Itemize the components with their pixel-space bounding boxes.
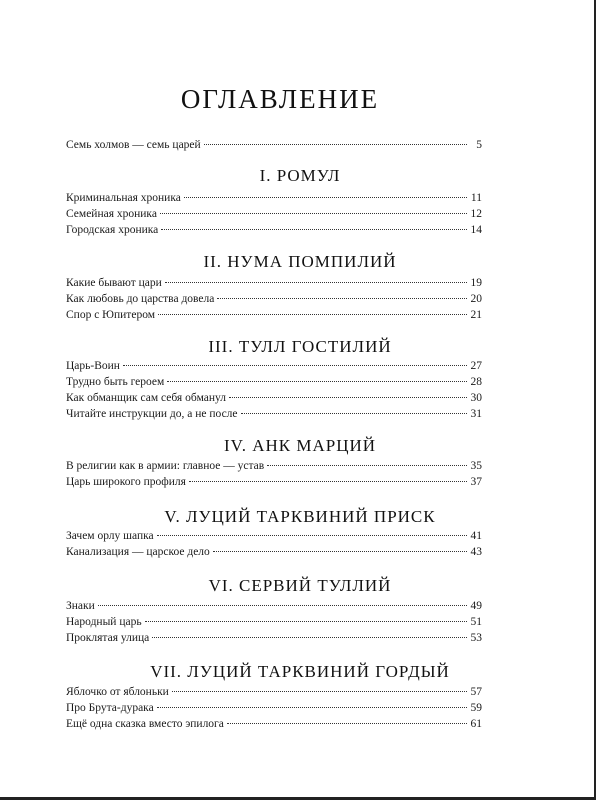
- toc-entry-label: Яблочко от яблоньки: [66, 686, 169, 698]
- toc-entry[interactable]: [66, 630, 482, 646]
- dot-leader: [98, 605, 467, 606]
- toc-entry-page: 49: [470, 600, 482, 612]
- toc-entry-label: Спор с Юпитером: [66, 309, 155, 321]
- dot-leader: [227, 723, 467, 724]
- toc-entry-page: 20: [470, 293, 482, 305]
- toc-entry[interactable]: [66, 700, 482, 716]
- toc-entry-page: 31: [470, 408, 482, 420]
- toc-entry-label: Царь широкого профиля: [66, 476, 186, 488]
- dot-leader: [157, 707, 467, 708]
- toc-entry-label: Криминальная хроника: [66, 192, 181, 204]
- toc-entry[interactable]: [66, 222, 482, 238]
- section-heading: II. НУМА ПОМПИЛИЙ: [203, 252, 397, 271]
- toc-section-5: [66, 528, 482, 560]
- toc-entry-label: Зачем орлу шапка: [66, 530, 154, 542]
- toc-entry-label: Читайте инструкции до, а не после: [66, 408, 238, 420]
- toc-entry[interactable]: [66, 137, 482, 153]
- toc-entry-page: 21: [470, 309, 482, 321]
- toc-entry[interactable]: [66, 390, 482, 406]
- toc-entry-label: Семейная хроника: [66, 208, 157, 220]
- toc-section-4: [66, 458, 482, 490]
- toc-intro: [66, 137, 482, 153]
- toc-entry[interactable]: [66, 474, 482, 490]
- toc-entry-label: Народный царь: [66, 616, 142, 628]
- toc-entry-page: 41: [470, 530, 482, 542]
- toc-section-3: [66, 358, 482, 422]
- toc-entry[interactable]: [66, 716, 482, 732]
- dot-leader: [217, 298, 467, 299]
- toc-entry-page: 5: [476, 139, 482, 151]
- dot-leader: [165, 282, 467, 283]
- toc-entry-page: 12: [470, 208, 482, 220]
- toc-entry[interactable]: [66, 614, 482, 630]
- toc-entry-page: 59: [470, 702, 482, 714]
- dot-leader: [267, 465, 467, 466]
- toc-entry[interactable]: [66, 275, 482, 291]
- toc-section-2: [66, 275, 482, 323]
- toc-entry[interactable]: [66, 358, 482, 374]
- toc-entry-label: Ещё одна сказка вместо эпилога: [66, 718, 224, 730]
- toc-entry-page: 57: [470, 686, 482, 698]
- toc-entry[interactable]: [66, 544, 482, 560]
- toc-entry-page: 30: [470, 392, 482, 404]
- toc-entry-label: Царь-Воин: [66, 360, 120, 372]
- toc-entry-page: 53: [470, 632, 482, 644]
- toc-entry-label: Про Брута-дурака: [66, 702, 154, 714]
- section-heading: V. ЛУЦИЙ ТАРКВИНИЙ ПРИСК: [164, 507, 436, 526]
- dot-leader: [213, 551, 467, 552]
- dot-leader: [158, 314, 467, 315]
- dot-leader: [241, 413, 467, 414]
- toc-entry[interactable]: [66, 374, 482, 390]
- toc-entry-page: 28: [470, 376, 482, 388]
- section-heading: IV. АНК МАРЦИЙ: [223, 436, 377, 455]
- toc-entry-label: Знаки: [66, 600, 95, 612]
- toc-entry-label: Городская хроника: [66, 224, 159, 236]
- toc-entry[interactable]: [66, 291, 482, 307]
- toc-entry-label: Трудно быть героем: [66, 376, 165, 388]
- toc-entry-page: 27: [470, 360, 482, 372]
- toc-entry-page: 51: [470, 616, 482, 628]
- section-heading: I. РОМУЛ: [259, 166, 341, 185]
- toc-entry-label: Как любовь до царства довела: [66, 293, 215, 305]
- toc-section-7: [66, 684, 482, 732]
- dot-leader: [189, 481, 467, 482]
- dot-leader: [123, 365, 467, 366]
- toc-entry[interactable]: [66, 598, 482, 614]
- toc-entry-label: Канализация — царское дело: [66, 546, 210, 558]
- dot-leader: [160, 213, 467, 214]
- toc-entry-page: 37: [470, 476, 482, 488]
- toc-entry-label: Какие бывают цари: [66, 277, 162, 289]
- dot-leader: [157, 535, 467, 536]
- toc-entry-page: 19: [470, 277, 482, 289]
- toc-entry[interactable]: [66, 458, 482, 474]
- toc-entry[interactable]: [66, 406, 482, 422]
- toc-entry-label: Семь холмов — семь царей: [66, 139, 201, 151]
- toc-entry-page: 35: [470, 460, 482, 472]
- toc-entry[interactable]: [66, 528, 482, 544]
- toc-section-1: [66, 190, 482, 238]
- toc-entry[interactable]: [66, 684, 482, 700]
- toc-entry-page: 11: [470, 192, 482, 204]
- section-heading: VII. ЛУЦИЙ ТАРКВИНИЙ ГОРДЫЙ: [150, 662, 450, 681]
- toc-entry-label: Как обманщик сам себя обманул: [66, 392, 227, 404]
- dot-leader: [152, 637, 467, 638]
- dot-leader: [161, 229, 467, 230]
- toc-entry-label: В религии как в армии: главное — устав: [66, 460, 265, 472]
- toc-entry-label: Проклятая улица: [66, 632, 150, 644]
- page-title: ОГЛАВЛЕНИЕ: [180, 84, 380, 114]
- dot-leader: [204, 144, 467, 145]
- section-heading: VI. СЕРВИЙ ТУЛЛИЙ: [208, 576, 392, 595]
- dot-leader: [145, 621, 467, 622]
- dot-leader: [172, 691, 467, 692]
- toc-entry-page: 61: [470, 718, 482, 730]
- section-heading: III. ТУЛЛ ГОСТИЛИЙ: [208, 337, 392, 356]
- dot-leader: [184, 197, 467, 198]
- toc-entry[interactable]: [66, 307, 482, 323]
- dot-leader: [167, 381, 467, 382]
- toc-entry-page: 14: [470, 224, 482, 236]
- toc-entry[interactable]: [66, 190, 482, 206]
- toc-entry[interactable]: [66, 206, 482, 222]
- dot-leader: [229, 397, 467, 398]
- toc-entry-page: 43: [470, 546, 482, 558]
- toc-section-6: [66, 598, 482, 646]
